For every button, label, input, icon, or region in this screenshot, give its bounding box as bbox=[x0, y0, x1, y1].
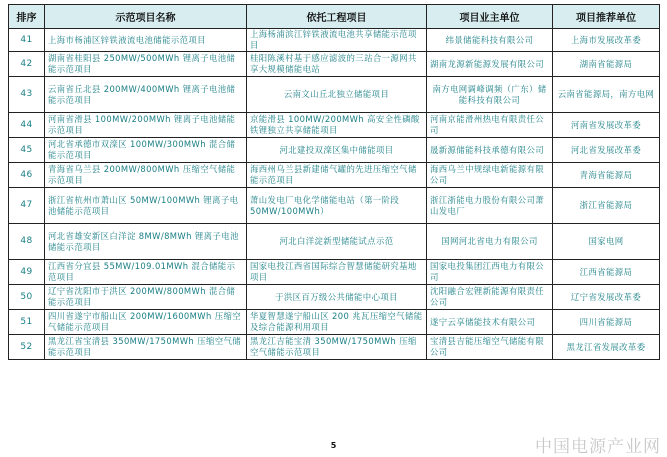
cell-recommender: 云南省能源局，南方电网 bbox=[553, 77, 660, 113]
cell-base-project: 桂阳陈溪村基于感应滤波的三站合一源网共享大规模储能电站 bbox=[247, 52, 427, 77]
cell-project-name: 辽宁省沈阳市于洪区 200MW/800MWh 混合储能示范项目 bbox=[45, 285, 247, 310]
table-header-row bbox=[9, 5, 660, 29]
cell-owner: 纬景储能科技有限公司 bbox=[427, 29, 553, 52]
cell-project-name: 黑龙江省宝清县 350MW/1750MWh 压缩空气储能示范项目 bbox=[45, 335, 247, 360]
page-number: 5 bbox=[330, 441, 337, 450]
cell-recommender: 国家电网 bbox=[553, 224, 660, 260]
cell-rank: 44 bbox=[9, 113, 45, 138]
cell-base-project: 云南文山丘北独立储能项目 bbox=[247, 77, 427, 113]
cell-recommender: 上海市发展改革委 bbox=[553, 29, 660, 52]
cell-project-name: 河北省雄安新区白洋淀 8MW/8MWh 锂离子电池储能示范项目 bbox=[45, 224, 247, 260]
table-row bbox=[9, 260, 660, 285]
cell-owner: 晟新源储能科技承德有限公司 bbox=[427, 138, 553, 163]
cell-owner: 南方电网调峰调频（广东）储能科技有限公司 bbox=[427, 77, 553, 113]
cell-project-name: 河南省滑县 100MW/200MWh 锂离子电池储能示范项目 bbox=[45, 113, 247, 138]
table-row bbox=[9, 310, 660, 335]
cell-rank: 47 bbox=[9, 188, 45, 224]
cell-rank: 46 bbox=[9, 163, 45, 188]
cell-recommender: 湖南省能源局 bbox=[553, 52, 660, 77]
table-row bbox=[9, 29, 660, 52]
header-recommender: 项目推荐单位 bbox=[553, 5, 660, 29]
cell-owner: 宝清县吉能压缩空气储能有限公司 bbox=[427, 335, 553, 360]
cell-project-name: 四川省遂宁市船山区 200MW/1600MWh 压缩空气储能示范项目 bbox=[45, 310, 247, 335]
cell-owner: 河南京能滑州热电有限责任公司 bbox=[427, 113, 553, 138]
header-rank: 排序 bbox=[9, 5, 45, 29]
cell-base-project: 萧山发电厂电化学储能电站（第一阶段 50MW/100MWh） bbox=[247, 188, 427, 224]
cell-recommender: 黑龙江省发展改革委 bbox=[553, 335, 660, 360]
cell-rank: 51 bbox=[9, 310, 45, 335]
demo-projects-table bbox=[8, 4, 660, 360]
cell-project-name: 浙江省杭州市萧山区 50MW/100MWh 锂离子电池储能示范项目 bbox=[45, 188, 247, 224]
cell-recommender: 辽宁省发展改革委 bbox=[553, 285, 660, 310]
cell-base-project: 华夏智慧遂宁船山区 200 兆瓦压缩空气储能及综合能源利用项目 bbox=[247, 310, 427, 335]
header-base-project: 依托工程项目 bbox=[247, 5, 427, 29]
cell-owner: 湖南龙源新能源发展有限公司 bbox=[427, 52, 553, 77]
cell-base-project: 京能滑县 100MW/200MWh 高安全性磷酸铁锂独立共享储能项目 bbox=[247, 113, 427, 138]
header-project-name: 示范项目名称 bbox=[45, 5, 247, 29]
cell-project-name: 青海省乌兰县 200MW/800MWh 压缩空气储能示范项目 bbox=[45, 163, 247, 188]
table-row bbox=[9, 113, 660, 138]
cell-recommender: 河南省发展改革委 bbox=[553, 113, 660, 138]
table-row bbox=[9, 188, 660, 224]
cell-owner: 国网河北省电力有限公司 bbox=[427, 224, 553, 260]
table-row bbox=[9, 52, 660, 77]
cell-rank: 50 bbox=[9, 285, 45, 310]
cell-project-name: 上海市杨浦区锌铁液流电池储能示范项目 bbox=[45, 29, 247, 52]
cell-project-name: 河北省承德市双滦区 100MW/300MWh 混合储能示范项目 bbox=[45, 138, 247, 163]
cell-owner: 沈阳融合宏锂新能源有限责任公司 bbox=[427, 285, 553, 310]
table-row bbox=[9, 138, 660, 163]
cell-rank: 49 bbox=[9, 260, 45, 285]
cell-owner: 海西乌兰中规绿电新能源有限公司 bbox=[427, 163, 553, 188]
cell-base-project: 河北白洋淀新型储能试点示范 bbox=[247, 224, 427, 260]
cell-base-project: 黑龙江吉能宝清 350MW/1750MWh 压缩空气储能示范项目 bbox=[247, 335, 427, 360]
cell-rank: 52 bbox=[9, 335, 45, 360]
cell-rank: 43 bbox=[9, 77, 45, 113]
header-owner: 项目业主单位 bbox=[427, 5, 553, 29]
table-row bbox=[9, 224, 660, 260]
cell-project-name: 江西省分宜县 55MW/109.01MWh 混合储能示范项目 bbox=[45, 260, 247, 285]
cell-recommender: 青海省能源局 bbox=[553, 163, 660, 188]
cell-base-project: 上海杨浦滨江锌铁液流电池共享储能示范项目 bbox=[247, 29, 427, 52]
cell-recommender: 江西省能源局 bbox=[553, 260, 660, 285]
cell-rank: 48 bbox=[9, 224, 45, 260]
cell-base-project: 河北建投双滦区集中储能项目 bbox=[247, 138, 427, 163]
cell-owner: 国家电投集团江西电力有限公司 bbox=[427, 260, 553, 285]
cell-project-name: 云南省丘北县 200MW/400MWh 锂离子电池储能示范项目 bbox=[45, 77, 247, 113]
cell-rank: 41 bbox=[9, 29, 45, 52]
cell-recommender: 浙江省能源局 bbox=[553, 188, 660, 224]
cell-base-project: 国家电投江西省国际综合智慧储能研究基地项目 bbox=[247, 260, 427, 285]
table-row bbox=[9, 285, 660, 310]
cell-project-name: 湖南省桂阳县 250MW/500MWh 锂离子电池储能示范项目 bbox=[45, 52, 247, 77]
cell-recommender: 四川省能源局 bbox=[553, 310, 660, 335]
cell-rank: 45 bbox=[9, 138, 45, 163]
cell-rank: 42 bbox=[9, 52, 45, 77]
table-row bbox=[9, 335, 660, 360]
cell-owner: 浙江浙能电力股份有限公司萧山发电厂 bbox=[427, 188, 553, 224]
cell-recommender: 河北省发展改革委 bbox=[553, 138, 660, 163]
table-row bbox=[9, 77, 660, 113]
cell-owner: 遂宁云享储能技术有限公司 bbox=[427, 310, 553, 335]
cell-base-project: 于洪区百万级公共储能中心项目 bbox=[247, 285, 427, 310]
site-watermark: 中国电源产业网 bbox=[535, 437, 661, 457]
cell-base-project: 海西州乌兰县新建储气罐的先进压缩空气储能示范项目 bbox=[247, 163, 427, 188]
table-row bbox=[9, 163, 660, 188]
